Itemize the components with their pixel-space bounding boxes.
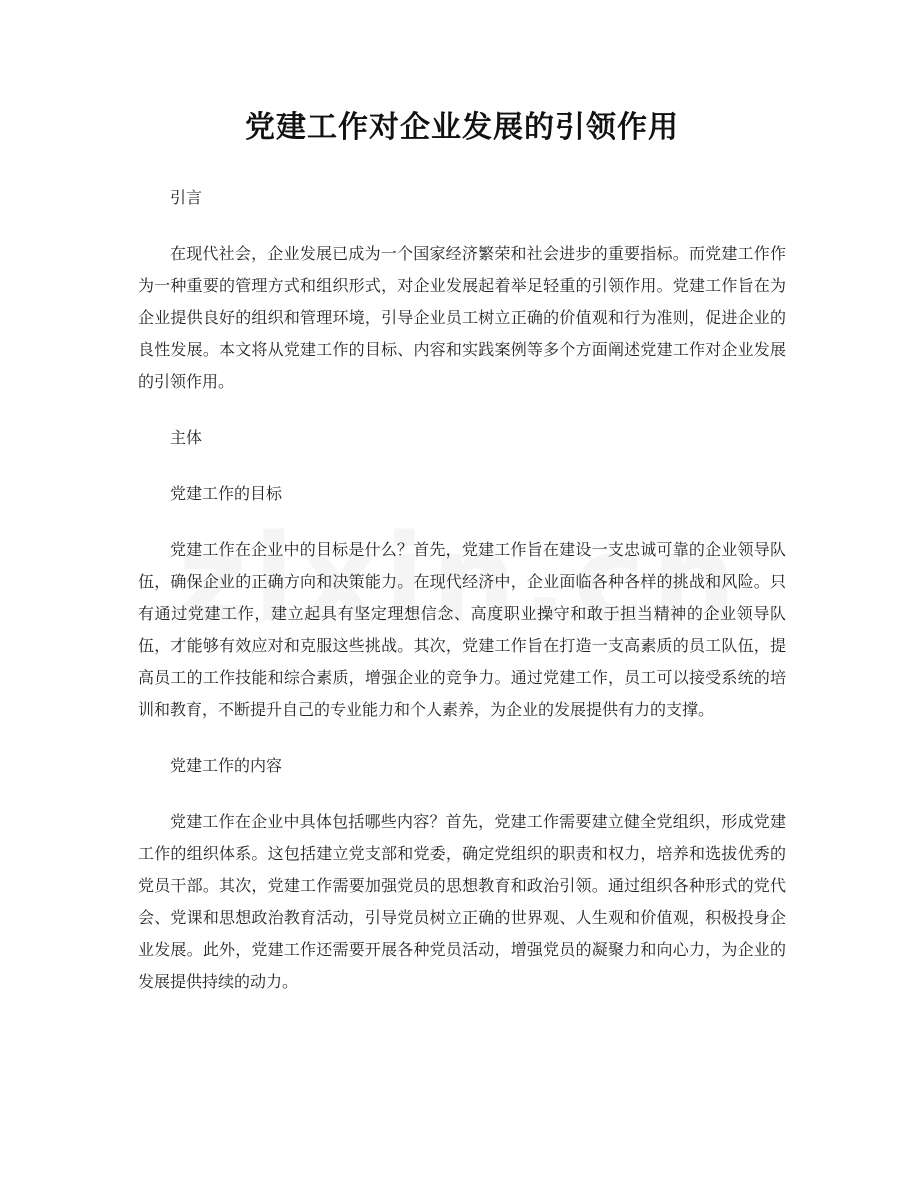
section-heading-introduction: 引言 <box>170 188 203 207</box>
document-title: 党建工作对企业发展的引领作用 <box>245 110 679 145</box>
paragraph-content: 党建工作在企业中具体包括哪些内容？首先，党建工作需要建立健全党组织，形成党建工作的组织体系。这包括建立党支部和党委，确定党组织的职责和权力，培养和选拔优秀的党员干部。其次，党建工作需要加强党员的思想教育和政治引领。通过组织各种形式的党代会、党课和思想政治教育活动，引导党员树立正确的世界观、人生观和价值观，积极投身企业发展。此外，党建工作还需要开展各种党员活动，增强党员的凝聚力和向心力，为企业的发展提供持续的动力。 <box>138 812 786 991</box>
paragraph-goals: 党建工作在企业中的目标是什么？首先，党建工作旨在建设一支忠诚可靠的企业领导队伍，确保企业的正确方向和决策能力。在现代经济中，企业面临各种各样的挑战和风险。只有通过党建工作，建立起具有坚定理想信念、高度职业操守和敢于担当精神的企业领导队伍，才能够有效应对和克服这些挑战。其次，党建工作旨在打造一支高素质的员工队伍，提高员工的工作技能和综合素质，增强企业的竞争力。通过党建工作，员工可以接受系统的培训和教育，不断提升自己的专业能力和个人素养，为企业的发展提供有力的支撑。 <box>138 540 786 719</box>
section-heading-main-body: 主体 <box>170 428 203 447</box>
section-heading-goals: 党建工作的目标 <box>170 484 283 503</box>
section-heading-content: 党建工作的内容 <box>170 756 283 775</box>
paragraph-introduction: 在现代社会，企业发展已成为一个国家经济繁荣和社会进步的重要指标。而党建工作作为一种重要的管理方式和组织形式，对企业发展起着举足轻重的引领作用。党建工作旨在为企业提供良好的组织和管理环境，引导企业员工树立正确的价值观和行为准则，促进企业的良性发展。本文将从党建工作的目标、内容和实践案例等多个方面阐述党建工作对企业发展的引领作用。 <box>138 244 786 391</box>
document-content <box>138 104 786 1022</box>
